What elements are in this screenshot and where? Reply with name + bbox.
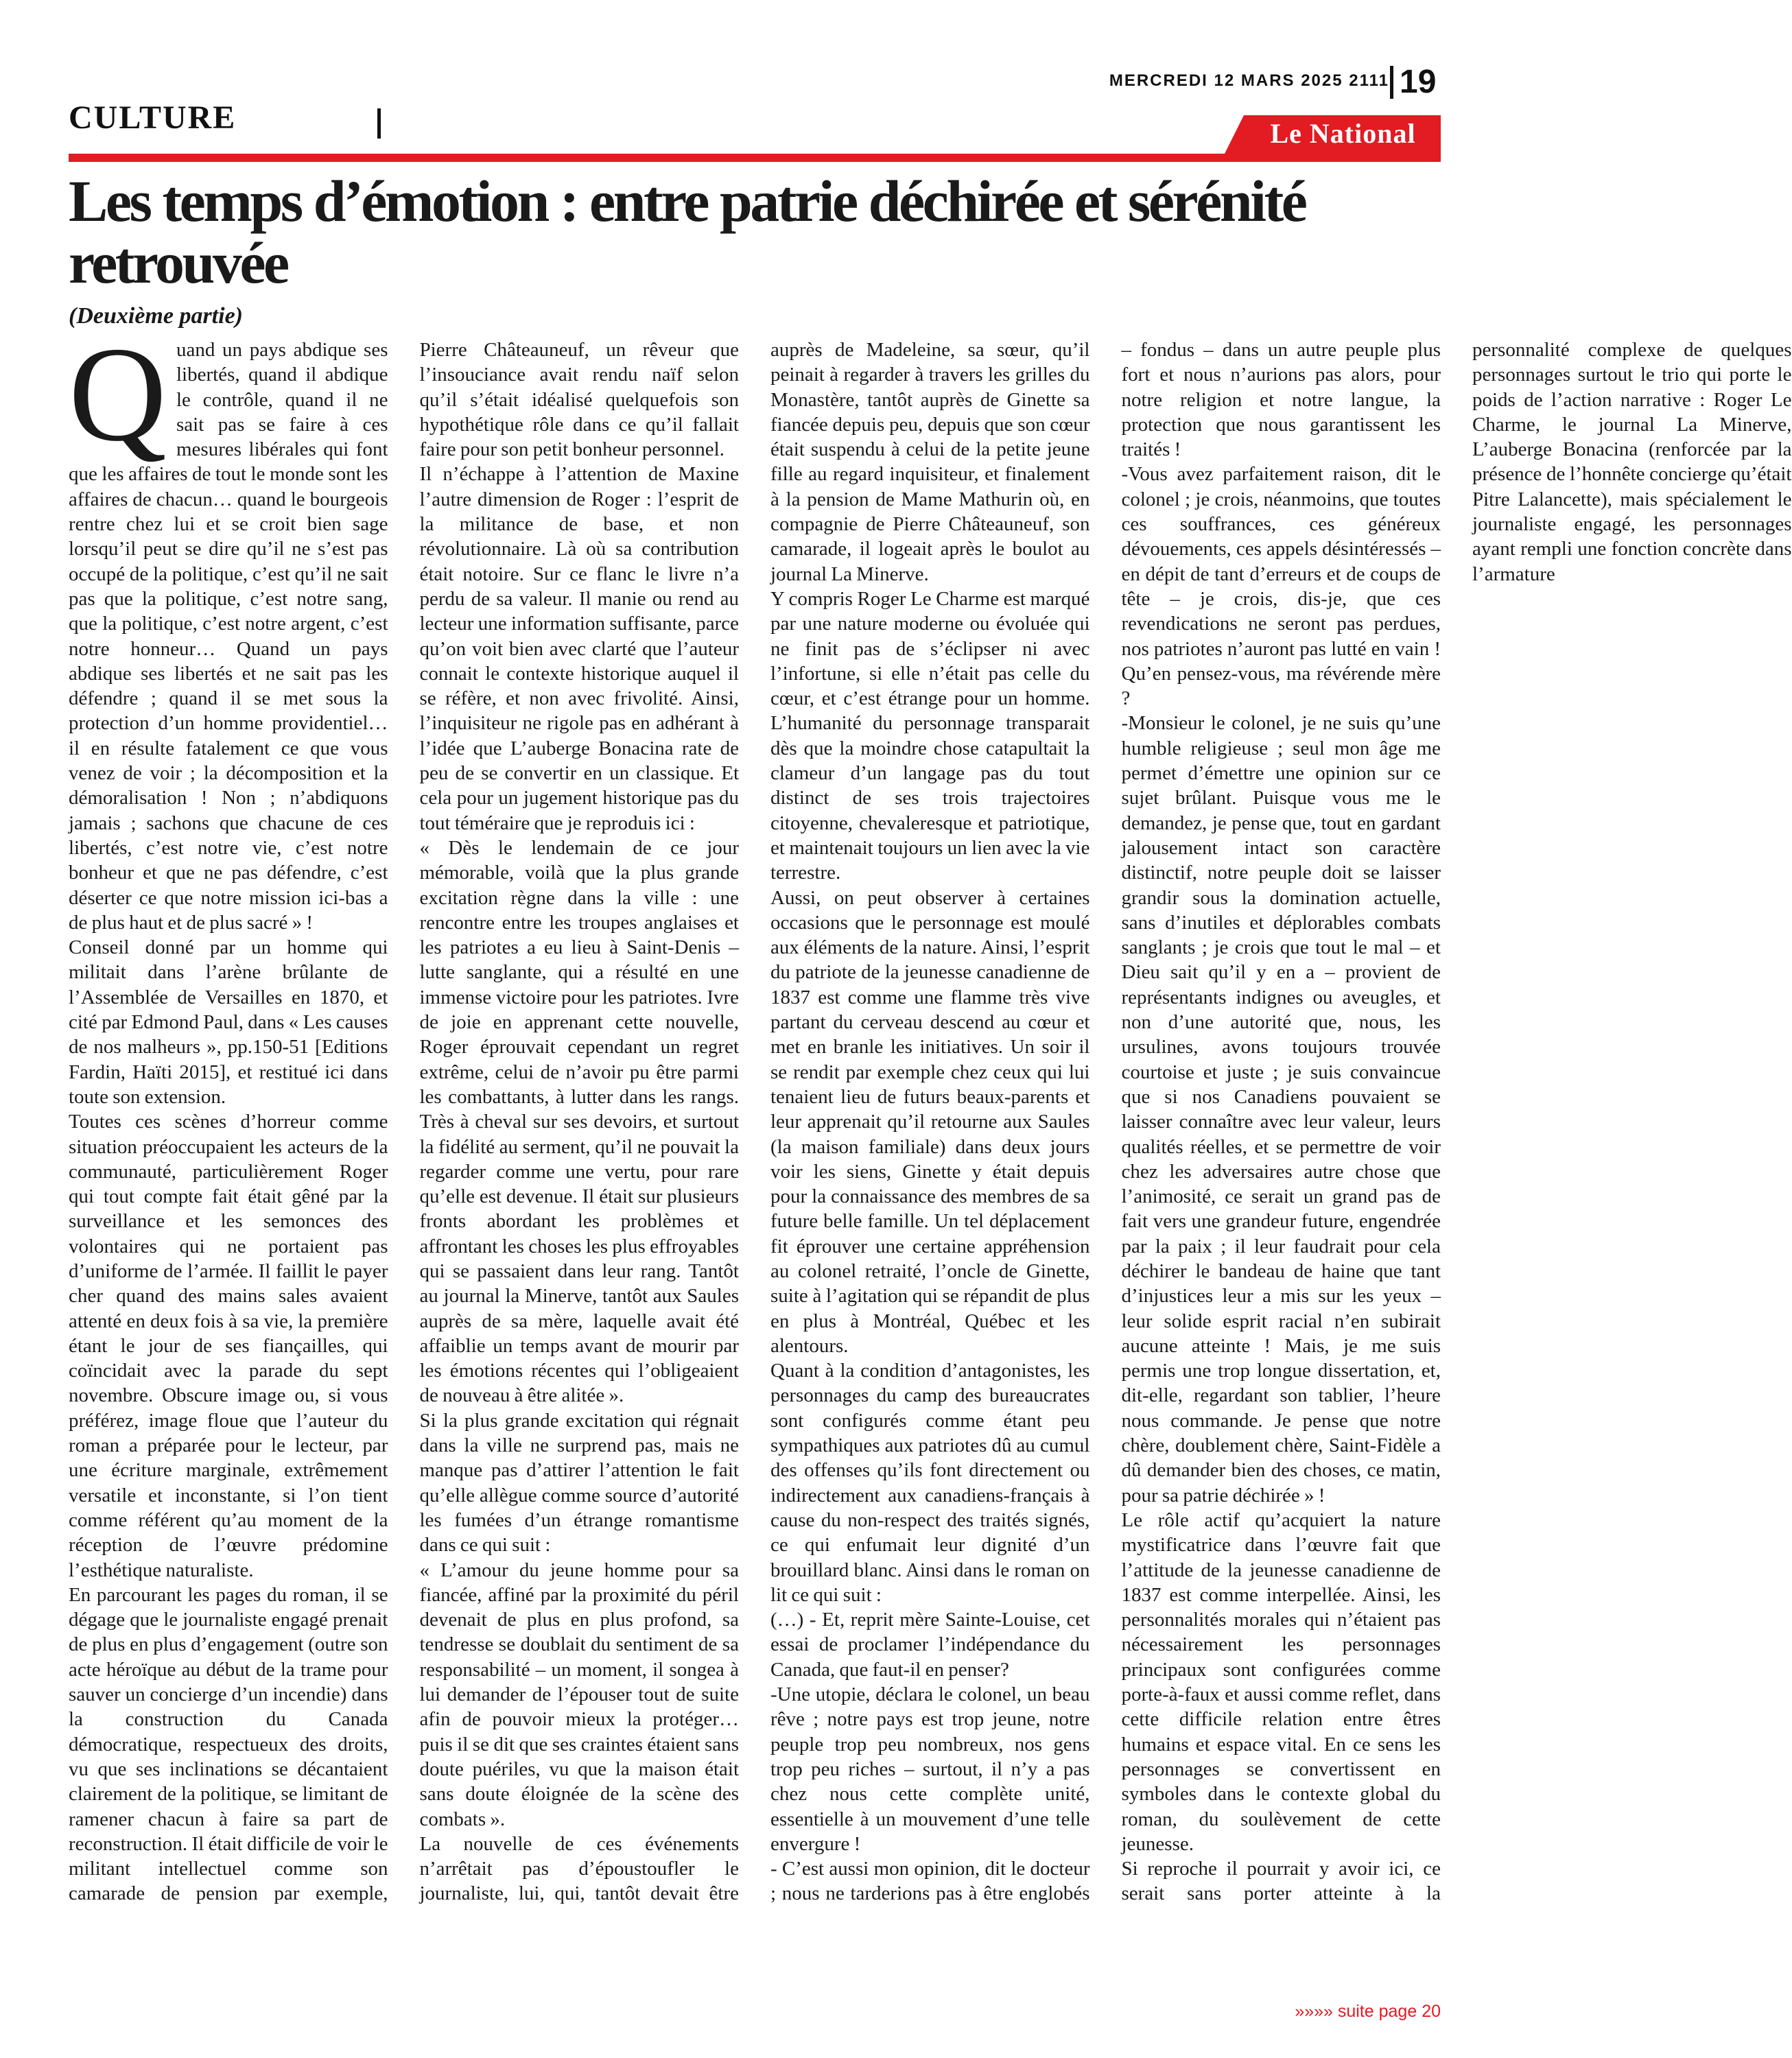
article-paragraph: Quant à la condition d’antagonistes, les personnages du camp des bureaucrates sont configurés comme étant peu sympathiques aux patriotes dû au cumul des offenses qu’ils font directement ou indirectement aux canadiens-français à cause du non-respect des traités signés, ce qui enfumait leur dignité d’un brouillard blanc. Ainsi dans le roman on lit ce qui suit : [770,1360,1090,1606]
article-paragraph: « L’amour du jeune homme pour sa fiancée, affiné par la proximité du péril devenait de plus en plus profond, sa tendresse se doublait du sentiment de sa responsabilité – un moment, il songea à lui demander de l’épouser tout de suite afin de pouvoir mieux la protéger… puis il se dit que ses craintes étaient sans doute puériles, vu que la maison était sans doute éloignée de la scène des combats ». [419,1559,739,1830]
article-paragraph: - C’est aussi mon opinion, dit le docteur ; nous ne tarderions pas à être englobés – fondus – dans un autre peuple plus fort et nous n’aurions pas alors, pour notre religion et notre langue, la protection que nous garantissent les traités ! [770,339,1441,1905]
article-paragraph: -Vous avez parfaitement raison, dit le colonel ; je crois, néanmoins, que toutes ces souffrances, ces généreux dévouements, ces appels désintéressés – en dépit de tant d’erreurs et de coups de tête – je crois, dis-je, que ces revendications ne seront pas perdues, nos patriotes n’auront pas lutté en vain ! Qu’en pensez-vous, ma révérende mère ? [1121,463,1441,710]
drop-cap: Q [69,319,167,469]
article-paragraph: La nouvelle de ces événements n’arrêtait pas d’époustoufler le journaliste, lui, qui, tantôt devait être auprès de Madeleine, sa sœur, qu’il peinait à regarder à travers les grilles du Monastère, tantôt auprès de Ginette sa fiancée depuis peu, depuis que son cœur était suspendu à celui de la petite jeune fille au regard inquisiteur, et finalement à la pension de Mame Mathurin où, en compagnie de Pierre Châteauneuf, son camarade, il logeait après le boulot au journal La Minerve. [419,339,1090,1905]
article-paragraph: -Monsieur le colonel, je ne suis qu’une humble religieuse ; seul mon âge me permet d’émettre une opinion sur ce sujet brûlant. Puisque vous me le demandez, je pense que, tout en gardant jalousement intact son caractère distinctif, notre peuple doit se laisser grandir sous la domination actuelle, sans d’inutiles et déplorables combats sanglants ; je crois que tout le mal – et Dieu sait qu’il y en a – provient de représentants indignes ou aveugles, et non d’une autorité que, nous, les ursulines, avons toujours trouvée courtoise et juste ; je suis convaincue que si nos Canadiens pouvaient se laisser connaître avec leur valeur, leurs qualités réelles, et se permettre de voir chez les adversaires autre chose que l’animosité, ce serait un grand pas de fait vers une grandeur future, engendrée par la paix ; il leur faudrait pour cela déchirer le bandeau de haine que tant d’injustices leur a mis sur les yeux – leur solide esprit racial n’en subirait aucune atteinte ! Mais, je me suis permis une trop longue dissertation, et, dit-elle, regardant son tablier, l’heure nous commande. Je pense que notre chère, doublement chère, Saint-Fidèle a dû demander bien des choses, ce matin, pour sa patrie déchirée » ! [1121,712,1441,1506]
article-paragraph: Le rôle actif qu’acquiert la nature mystificatrice dans l’œuvre fait que l’attitude de la jeunesse canadienne de 1837 est comme interpellée. Ainsi, les personnalités morales qui n’étaient pas nécessairement les personnages principaux sont configurées comme porte-à-faux et aussi comme reflet, dans cette difficile relation entre êtres humains et espace vital. En ce sens les personnages se convertissent en symboles dans le contexte global du roman, du soulèvement de cette jeunesse. [1121,1509,1441,1855]
article-subtitle: (Deuxième partie) [69,303,243,329]
section-label: CULTURE [69,99,237,136]
paragraph-text: uand un pays abdique ses libertés, quand il abdique le contrôle, quand il ne sait pas se faire à ces mesures libérales qui font que les affaires de tout le monde sont les affaires de chacun… quand le bourgeois rentre chez lui et se croit bien sage lorsqu’il peut se dire qu’il ne s’est pas occupé de la politique, c’est qu’il ne sait pas que la politique, c’est notre sang, que la politique, c’est notre argent, c’est notre honneur… Quand un pays abdique ses libertés et ne sait pas les défendre ; quand il se met sous la protection d’un homme providentiel… il en résulte fatalement ce que vous venez de voir ; la décomposition et la démoralisation ! Non ; n’abdiquons jamais ; sachons que chacune de ces libertés, c’est notre vie, c’est notre bonheur et que ne pas défendre, c’est déserter ce que notre mission ici-bas a de plus haut et de plus sacré » ! [69,339,388,934]
article-paragraph: Si reproche il pourrait y avoir ici, ce serait sans porter atteinte à la personnalité complexe de quelques personnages surtout le trio qui porte le poids de l’action narrative : Roger Le Charme, le journal La Minerve, L’auberge Bonacina (renforcée par la présence de l’honnête concierge qu’était Pitre Lalancette), mais spécialement le journaliste engagé, les personnages ayant rempli une fonction concrète dans l’armature [1121,339,1792,1905]
article-paragraph: Y compris Roger Le Charme est marqué par une nature moderne ou évoluée qui ne finit pas de s’éclipser ni avec l’infortune, si elle n’était pas celle du cœur, et c’est étrange pour un homme. L’humanité du personnage transparait dès que la moindre chose catapultait la clameur d’un langage pas du tout distinct de ses trois trajectoires citoyenne, chevaleresque et patriotique, et maintenait toujours un lien avec la vie terrestre. [770,587,1090,884]
article-paragraph: -Une utopie, déclara le colonel, un beau rêve ; notre pays est trop jeune, notre peuple trop peu nombreux, nos gens trop peu riches – surtout, il n’y a pas chez nous cette complète unité, essentielle à un mouvement d’une telle envergure ! [770,1683,1090,1855]
article-paragraph: Si la plus grande excitation qui régnait dans la ville ne surprend pas, mais ne manque pas d’attirer l’attention le fait qu’elle allègue comme source d’autorité les fumées d’un étrange romantisme dans ce qui suit : [419,1409,739,1557]
article-title: Les temps d’émotion : entre patrie déchirée et sérénité retrouvée [69,168,1306,296]
article-paragraph: (…) - Et, reprit mère Sainte-Louise, cet essai de proclamer l’indépendance du Canada, que faut-il en penser? [770,1609,1090,1681]
article-paragraph: « Dès le lendemain de ce jour mémorable, voilà que la plus grande excitation règne dans la ville : une rencontre entre les troupes anglaises et les patriotes a eu lieu à Saint-Denis – lutte sanglante, qui a résulté en une immense victoire pour les patriotes. Ivre de joie en apprenant cette nouvelle, Roger éprouvait cependant un regret extrême, celui de n’avoir pu être parmi les combattants, à lutter dans les rangs. Très à cheval sur ses devoirs, et surtout la fidélité au serment, qu’il ne pouvait la regarder comme une vertu, pour rare qu’elle est devenue. Il était sur plusieurs fronts abordant les problèmes et affrontant les choses les plus effroyables qui se passaient dans leur rang. Tantôt au journal la Minerve, tantôt aux Saules auprès de sa mère, laquelle avait été affaiblie un temps avant de mourir par les émotions récentes qui l’obligeaient de nouveau à être alitée ». [419,836,739,1407]
section-divider [377,108,381,139]
newspaper-name: Le National [1270,118,1416,149]
continued-link[interactable]: »»»» suite page 20 [1295,2002,1441,2021]
article-paragraph: Il n’échappe à l’attention de Maxine l’autre dimension de Roger : l’esprit de la militance de base, et non révolutionnaire. Là où sa contribution était notoire. Sur ce flanc le livre n’a perdu de sa valeur. Il manie ou rend au lecteur une information suffisante, parce qu’on voit bien avec clarté que l’auteur connait le contexte historique auquel il se réfère, et non avec frivolité. Ainsi, l’inquisiteur ne rigole pas en adhérant à l’idée que L’auberge Bonacina rate de peu de se convertir en un classique. Et cela pour un jugement historique pas du tout téméraire que je reproduis ici : [419,463,739,834]
page-number: 19 [1400,64,1437,100]
article-paragraph: Conseil donné par un homme qui militait dans l’arène brûlante de l’Assemblée de Versailles en 1870, et cité par Edmond Paul, dans « Les causes de nos malheurs », pp.150-51 [Editions Fardin, Haïti 2015], et restitué ici dans toute son extension. [69,936,388,1108]
header-rule [69,154,1441,162]
issue-date: MERCREDI 12 MARS 2025 2111 [1109,71,1389,90]
article-paragraph: Aussi, on peut observer à certaines occasions que le personnage est moulé aux éléments de la nature. Ainsi, l’esprit du patriote de la jeunesse canadienne de 1837 est comme une flamme très vive partant du cerveau descend au cœur et met en branle les initiatives. Un soir il se rendit par exemple chez ceux qui lui tenaient lieu de futurs beaux-parents et leur apprenait qu’il retourne aux Saules (la maison familiale) dans deux jours voir les siens, Ginette y était depuis pour la connaissance des membres de sa future belle famille. Un tel déplacement fit éprouver une certaine appréhension au colonel retraité, l’oncle de Ginette, suite à l’agitation qui se répandit de plus en plus à Montréal, Québec et les alentours. [770,886,1090,1357]
article-body [69,319,1792,1922]
article-paragraph: Toutes ces scènes d’horreur comme situation préoccupaient les acteurs de la communauté, particulièrement Roger qui tout compte fait était gêné par la surveillance et les semonces des volontaires qui ne portaient pas d’uniforme de l’armée. Il faillit le payer cher quand des mains sales avaient attenté en deux fois à sa vie, la première étant le jour de ses fiançailles, qui coïncidait avec la parade du sept novembre. Obscure image ou, si vous préférez, image floue que l’auteur du roman a préparée pour le lecteur, par une écriture marginale, extrêmement versatile et inconstante, si l’on tient comme référent qu’au moment de la réception de l’œuvre prédomine l’esthétique naturaliste. [69,1111,388,1581]
article-paragraph [69,319,388,935]
article-paragraph: En parcourant les pages du roman, il se dégage que le journaliste engagé prenait de plus en plus d’engagement (outre son acte héroïque au début de la trame pour sauver un concierge d’un incendie) dans la construction du Canada démocratique, respectueux des droits, vu que ses inclinations se décantaient clairement de la politique, se limitant de ramener chacun à faire sa part de reconstruction. Il était difficile de voir le militant intellectuel comme son camarade de pension par exemple, Pierre Châteauneuf, un rêveur que l’insouciance avait rendu naïf selon qu’il s’était idéalisé quelquefois son hypothétique rôle dans ce qu’il fallait faire pour son petit bonheur personnel. [69,339,739,1905]
header-divider [1390,66,1393,99]
